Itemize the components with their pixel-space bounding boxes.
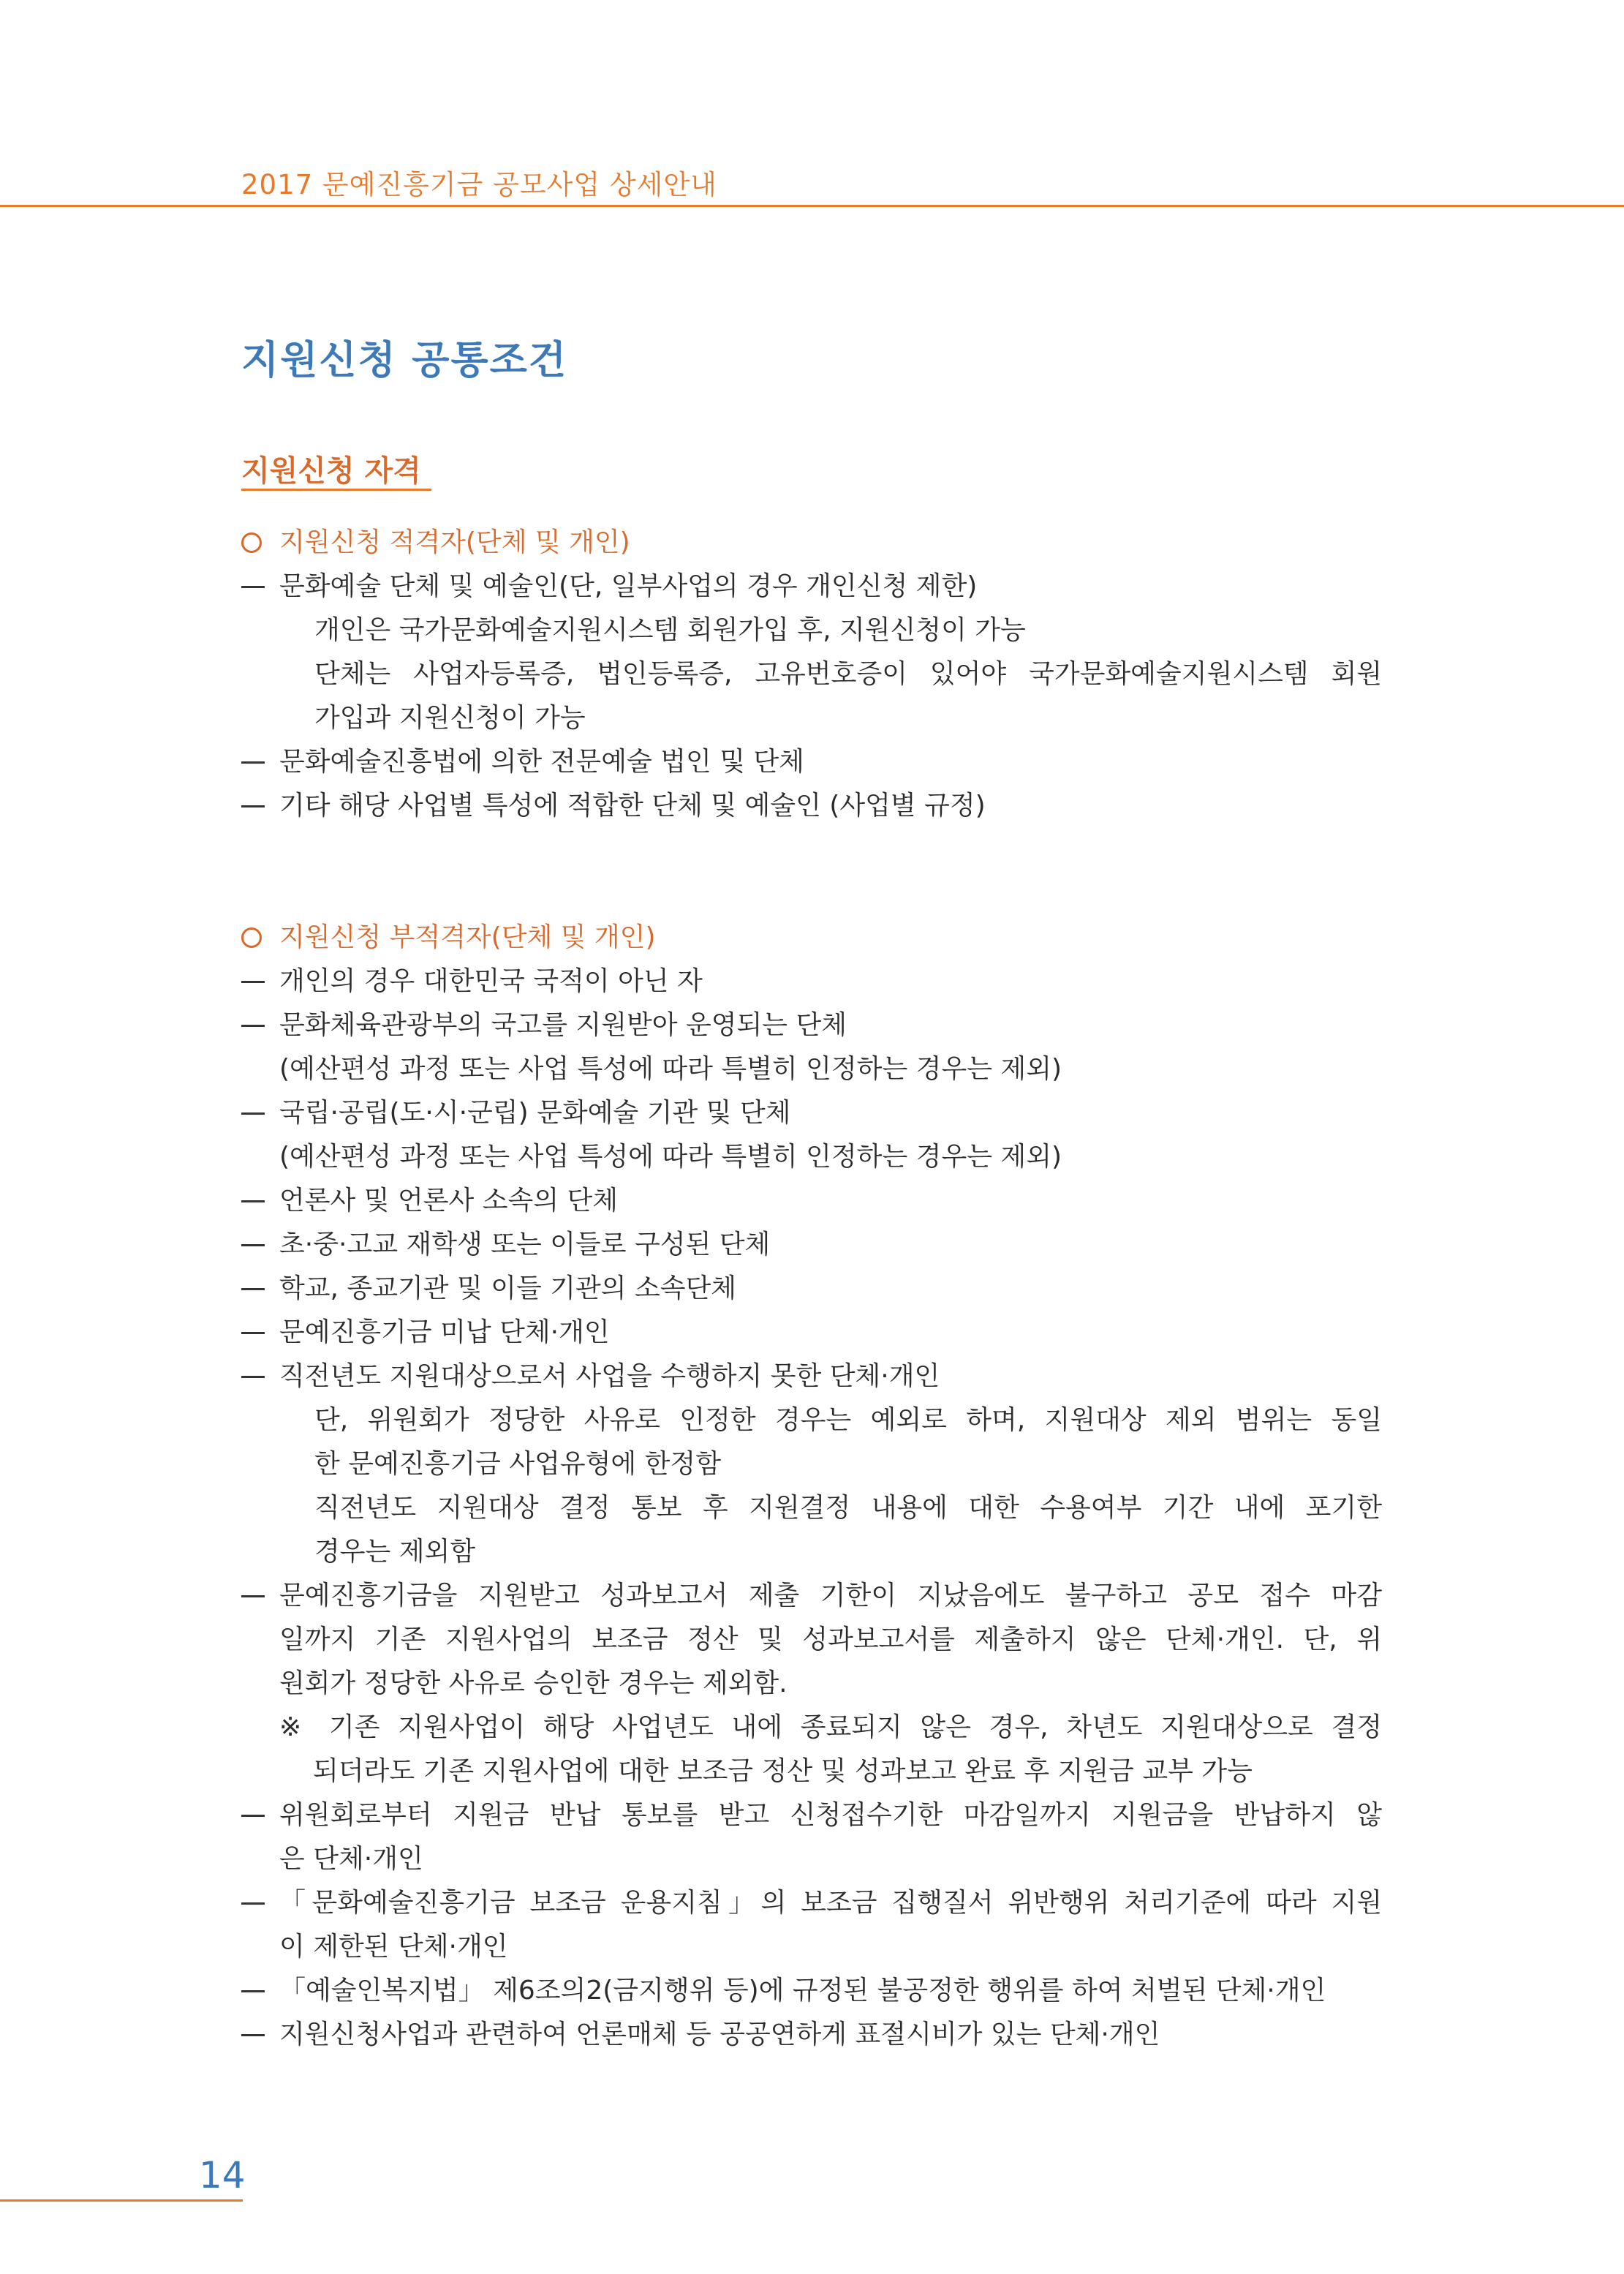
list-item-text: 이 제한된 단체·개인 <box>279 1932 508 1962</box>
list-item-text: (예산편성 과정 또는 사업 특성에 따라 특별히 인정하는 경우는 제외) <box>279 1054 1062 1084</box>
list-item <box>241 1179 1382 1223</box>
bullet-item <box>241 652 1382 696</box>
subsection-underline <box>241 489 431 491</box>
list-item-continuation <box>241 1135 1382 1179</box>
dash-icon <box>241 1112 265 1115</box>
list-item <box>241 740 1382 784</box>
list-item-text: 개인의 경우 대한민국 국적이 아닌 자 <box>279 966 703 996</box>
list-item-continuation <box>241 1662 1382 1706</box>
circle-icon <box>241 532 262 553</box>
dash-icon <box>241 805 265 807</box>
note-text: ※ 기존 지원사업이 해당 사업년도 내에 종료되지 않은 경우, 차년도 지원대상으로 결정 <box>279 1712 1382 1742</box>
bullet-item <box>241 1398 1382 1442</box>
note-item <box>241 1706 1382 1750</box>
list-item-text: 위원회로부터 지원금 반납 통보를 받고 신청접수기한 마감일까지 지원금을 반납하지 않 <box>279 1800 1382 1830</box>
bullet-item-text: 직전년도 지원대상 결정 통보 후 지원결정 내용에 대한 수용여부 기간 내에 포기한 <box>314 1493 1382 1523</box>
list-item-text: 원회가 정당한 사유로 승인한 경우는 제외함. <box>279 1668 788 1698</box>
bullet-item-text: 경우는 제외함 <box>314 1537 476 1567</box>
dash-icon <box>241 1815 265 1817</box>
list-item-text: 초·중·고교 재학생 또는 이들로 구성된 단체 <box>279 1230 771 1260</box>
dash-icon <box>241 1288 265 1290</box>
bullet-item <box>241 1486 1382 1530</box>
list-item <box>241 1793 1382 1837</box>
bullet-item-continuation <box>241 1442 1382 1486</box>
list-item <box>241 1881 1382 1925</box>
list-item-text: 문화예술진흥법에 의한 전문예술 법인 및 단체 <box>279 747 804 777</box>
section-title: 지원신청 공통조건 <box>241 338 568 383</box>
dash-icon <box>241 1025 265 1027</box>
bullet-item-continuation <box>241 1530 1382 1574</box>
list-item <box>241 1091 1382 1135</box>
list-item-text: 은 단체·개인 <box>279 1844 423 1874</box>
list-item-text: 지원신청사업과 관련하여 언론매체 등 공공연하게 표절시비가 있는 단체·개인 <box>279 2019 1160 2049</box>
list-item <box>241 1267 1382 1311</box>
list-item <box>241 1004 1382 1047</box>
list-item-text: 문화예술 단체 및 예술인(단, 일부사업의 경우 개인신청 제한) <box>279 571 978 601</box>
bullet-item-text: 단, 위원회가 정당한 사유로 인정한 경우는 예외로 하며, 지원대상 제외 범위는 동일 <box>314 1405 1382 1435</box>
list-item-text: (예산편성 과정 또는 사업 특성에 따라 특별히 인정하는 경우는 제외) <box>279 1142 1062 1172</box>
list-item-continuation <box>241 1925 1382 1969</box>
dash-icon <box>241 981 265 983</box>
list-item-continuation <box>241 1837 1382 1881</box>
bullet-item-continuation <box>241 696 1382 740</box>
body-content <box>241 521 1382 2057</box>
dash-icon <box>241 1200 265 1202</box>
list-item-text: 「문화예술진흥기금 보조금 운용지침」의 보조금 집행질서 위반행위 처리기준에 따라 지원 <box>279 1888 1382 1918</box>
list-item-text: 기타 해당 사업별 특성에 적합한 단체 및 예술인 (사업별 규정) <box>279 791 986 821</box>
running-header: 2017 문예진흥기금 공모사업 상세안내 <box>241 169 717 200</box>
dash-icon <box>241 1376 265 1378</box>
list-item-text: 일까지 기존 지원사업의 보조금 정산 및 성과보고서를 제출하지 않은 단체·개인. 단, 위 <box>279 1624 1382 1654</box>
eligible-heading-line <box>241 521 1382 565</box>
dash-icon <box>241 1332 265 1334</box>
footer-rule <box>0 2199 243 2202</box>
ineligible-heading: 지원신청 부적격자(단체 및 개인) <box>279 922 656 952</box>
list-item-text: 학교, 종교기관 및 이들 기관의 소속단체 <box>279 1273 737 1303</box>
list-item-text: 언론사 및 언론사 소속의 단체 <box>279 1186 619 1216</box>
list-item <box>241 1969 1382 2013</box>
list-item <box>241 1311 1382 1355</box>
list-item-continuation <box>241 1618 1382 1662</box>
list-item-continuation <box>241 1047 1382 1091</box>
bullet-item-text: 가입과 지원신청이 가능 <box>314 703 586 733</box>
note-item-continuation <box>241 1750 1382 1793</box>
note-text: 되더라도 기존 지원사업에 대한 보조금 정산 및 성과보고 완료 후 지원금 교부 가능 <box>313 1756 1253 1786</box>
eligible-heading: 지원신청 적격자(단체 및 개인) <box>279 527 630 557</box>
page-number: 14 <box>199 2154 246 2196</box>
list-item-text: 문예진흥기금을 지원받고 성과보고서 제출 기한이 지났음에도 불구하고 공모 접수 마감 <box>279 1581 1382 1611</box>
dash-icon <box>241 1244 265 1246</box>
bullet-item-text: 한 문예진흥기금 사업유형에 한정함 <box>314 1449 721 1479</box>
list-item <box>241 2013 1382 2057</box>
list-item-text: 국립·공립(도·시·군립) 문화예술 기관 및 단체 <box>279 1098 791 1128</box>
section-gap <box>241 828 1382 916</box>
dash-icon <box>241 1902 265 1905</box>
list-item <box>241 960 1382 1004</box>
bullet-item <box>241 609 1382 652</box>
dash-icon <box>241 586 265 588</box>
list-item <box>241 1223 1382 1267</box>
bullet-item-text: 개인은 국가문화예술지원시스템 회원가입 후, 지원신청이 가능 <box>314 615 1026 645</box>
dash-icon <box>241 2034 265 2036</box>
list-item-text: 문화체육관광부의 국고를 지원받아 운영되는 단체 <box>279 1010 847 1040</box>
list-item <box>241 1355 1382 1398</box>
bullet-item-text: 단체는 사업자등록증, 법인등록증, 고유번호증이 있어야 국가문화예술지원시스템 회원 <box>314 659 1382 689</box>
list-item <box>241 565 1382 609</box>
list-item <box>241 784 1382 828</box>
ineligible-heading-line <box>241 916 1382 960</box>
header-rule <box>0 205 1624 207</box>
dash-icon <box>241 761 265 764</box>
list-item-text: 「예술인복지법」 제6조의2(금지행위 등)에 규정된 불공정한 행위를 하여 처벌된 단체·개인 <box>279 1976 1326 2006</box>
list-item <box>241 1574 1382 1618</box>
dash-icon <box>241 1595 265 1597</box>
dash-icon <box>241 1990 265 1992</box>
circle-icon <box>241 927 262 948</box>
list-item-text: 직전년도 지원대상으로서 사업을 수행하지 못한 단체·개인 <box>279 1361 940 1391</box>
subsection-title: 지원신청 자격 <box>241 454 421 488</box>
list-item-text: 문예진흥기금 미납 단체·개인 <box>279 1317 610 1347</box>
